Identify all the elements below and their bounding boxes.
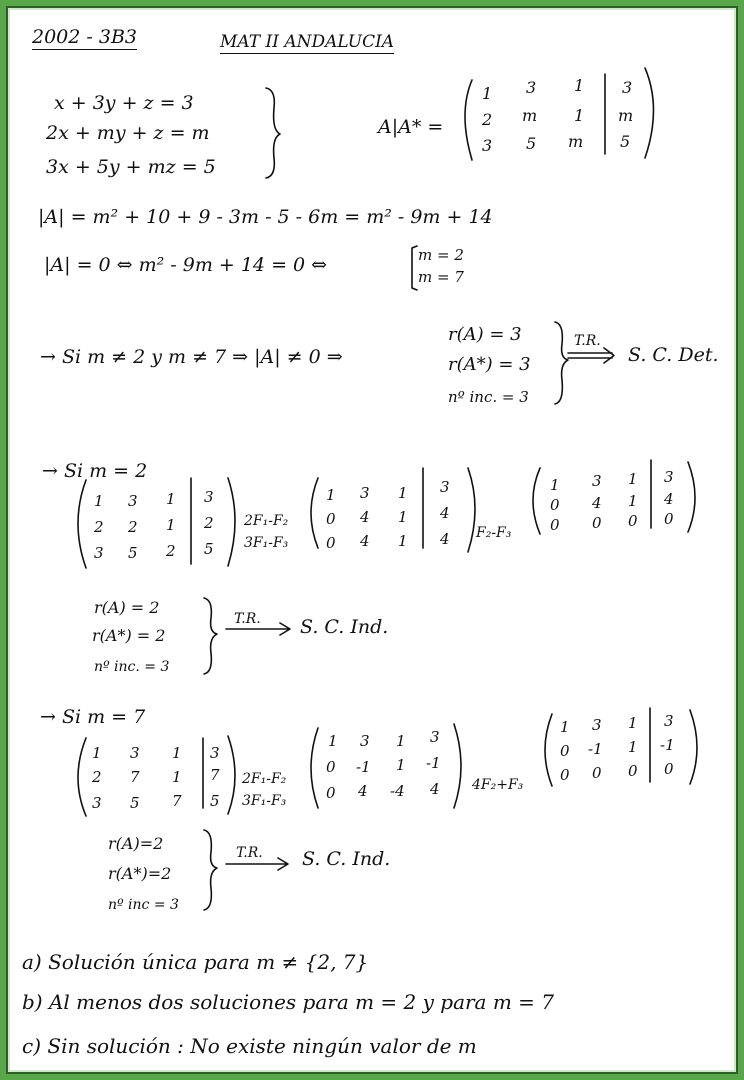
c3m3-cell: -1 — [588, 740, 603, 758]
c2m1-cell: 2 — [204, 514, 214, 532]
case3-rank-a: r(A)=2 — [108, 834, 164, 853]
c2m1-cell: 1 — [166, 490, 176, 508]
aug-left-paren — [465, 80, 472, 160]
equation-2: 2x + my + z = m — [46, 122, 210, 144]
c2m2-cell: 4 — [360, 532, 370, 550]
determinant-equation: |A| = 0 ⇔ m² - 9m + 14 = 0 ⇔ — [44, 254, 328, 276]
c3m2-cell: 4 — [358, 782, 368, 800]
case1-rank-a-star: r(A*) = 3 — [448, 354, 531, 375]
c3m1-cell: 2 — [92, 768, 102, 786]
c2m2-cell: 1 — [398, 508, 408, 526]
answer-b: b) Al menos dos soluciones para m = 2 y para m = 7 — [22, 990, 555, 1014]
case3-rank-a-star: r(A*)=2 — [108, 864, 172, 883]
c3m1-cell: 5 — [210, 792, 220, 810]
c3m3-right-paren — [690, 710, 697, 784]
aug-cell: 5 — [620, 132, 631, 151]
aug-cell: m — [568, 132, 584, 151]
c2m3-left-paren — [533, 468, 540, 534]
c2m1-cell: 2 — [166, 542, 176, 560]
c3m3-cell: 3 — [664, 712, 674, 730]
c3m2-cell: -4 — [390, 782, 405, 800]
c2m3-cell: 3 — [664, 468, 674, 486]
c2m3-cell: 3 — [592, 472, 602, 490]
case2-brace — [204, 598, 217, 674]
c2m3-right-paren — [688, 462, 695, 532]
c2m2-cell: 1 — [398, 484, 408, 502]
c2-op-1: 2F₁-F₂ — [244, 513, 289, 529]
case1-unknowns: nº inc. = 3 — [448, 388, 529, 406]
c3-op-3: 4F₂+F₃ — [472, 777, 524, 793]
c2m1-cell: 1 — [166, 516, 176, 534]
c2m2-cell: 3 — [360, 484, 370, 502]
augmented-label: A|A* = — [378, 116, 444, 138]
system-brace — [266, 88, 280, 178]
equation-1: x + 3y + z = 3 — [54, 92, 194, 114]
c2-op-3: F₂-F₃ — [476, 525, 512, 541]
c2m3-cell: 0 — [550, 496, 560, 514]
exam-subject: MAT II ANDALUCIA — [220, 32, 395, 52]
c2m2-cell: 3 — [440, 478, 450, 496]
c3m2-cell: 4 — [430, 780, 440, 798]
c2-op-2: 3F₁-F₃ — [244, 535, 289, 551]
c2m3-cell: 0 — [628, 512, 638, 530]
aug-cell: 1 — [574, 76, 585, 95]
c2m3-cell: 0 — [550, 516, 560, 534]
case2-unknowns: nº inc. = 3 — [94, 659, 170, 675]
c3m1-cell: 3 — [130, 744, 140, 762]
c3m2-cell: 3 — [430, 728, 440, 746]
handwritten-sheet — [6, 6, 738, 1074]
c3m1-cell: 1 — [92, 744, 102, 762]
c2m2-left-paren — [311, 478, 318, 548]
aug-cell: 3 — [622, 78, 633, 97]
root-m7: m = 7 — [418, 268, 464, 286]
c3m3-cell: 1 — [628, 738, 638, 756]
c2m1-cell: 1 — [94, 492, 104, 510]
case3-tr-label: T.R. — [236, 845, 263, 861]
c2m1-cell: 5 — [204, 540, 214, 558]
c3m1-left-paren — [78, 738, 86, 816]
c3m3-cell: -1 — [660, 736, 675, 754]
c3m2-right-paren — [454, 724, 461, 808]
case2-tr-label: T.R. — [234, 611, 261, 627]
c3m1-cell: 7 — [172, 792, 182, 810]
case1-brace — [555, 322, 568, 404]
c3m1-cell: 5 — [130, 794, 140, 812]
c2m1-cell: 3 — [204, 488, 214, 506]
c2m1-cell: 5 — [128, 544, 138, 562]
c3m2-cell: 1 — [328, 732, 338, 750]
c2m1-cell: 2 — [94, 518, 104, 536]
aug-cell: 2 — [482, 110, 493, 129]
c2m1-cell: 3 — [128, 492, 138, 510]
c2m1-right-paren — [228, 478, 235, 566]
determinant-expansion: |A| = m² + 10 + 9 - 3m - 5 - 6m = m² - 9m + 14 — [38, 206, 493, 228]
c3m1-cell: 7 — [210, 766, 220, 784]
exam-code: 2002 - 3B3 — [32, 26, 137, 48]
case2-result: S. C. Ind. — [300, 616, 389, 638]
c3m3-left-paren — [545, 714, 552, 786]
c2m3-cell: 1 — [550, 476, 560, 494]
case1-result: S. C. Det. — [628, 344, 719, 366]
c3m3-cell: 1 — [628, 714, 638, 732]
case1-tr-label: T.R. — [574, 333, 601, 349]
c3m3-cell: 0 — [560, 742, 570, 760]
c3-op-2: 3F₁-F₃ — [242, 793, 287, 809]
aug-cell: 5 — [526, 134, 537, 153]
case2-rank-a-star: r(A*) = 2 — [92, 626, 166, 645]
c3m3-cell: 0 — [628, 762, 638, 780]
case3-condition: → Si m = 7 — [40, 706, 146, 728]
equation-3: 3x + 5y + mz = 5 — [46, 156, 216, 178]
case3-result: S. C. Ind. — [302, 848, 391, 870]
c3m3-cell: 0 — [664, 760, 674, 778]
c2m2-right-paren — [468, 468, 475, 552]
answer-a: a) Solución única para m ≠ {2, 7} — [22, 950, 369, 974]
c3m1-cell: 1 — [172, 744, 182, 762]
c2m3-cell: 4 — [592, 494, 602, 512]
c2m1-cell: 3 — [94, 544, 104, 562]
c2m2-cell: 4 — [440, 530, 450, 548]
c3m2-cell: 1 — [396, 756, 406, 774]
c2m3-cell: 0 — [664, 510, 674, 528]
c3m1-cell: 7 — [130, 768, 140, 786]
aug-cell: 3 — [482, 136, 493, 155]
c2m3-cell: 0 — [592, 514, 602, 532]
case1-condition: → Si m ≠ 2 y m ≠ 7 ⇒ |A| ≠ 0 ⇒ — [40, 346, 343, 368]
c2m2-cell: 4 — [360, 508, 370, 526]
c3m2-cell: -1 — [356, 758, 371, 776]
c2m3-cell: 4 — [664, 490, 674, 508]
c3m3-cell: 0 — [592, 764, 602, 782]
c2m1-cell: 2 — [128, 518, 138, 536]
aug-right-paren — [645, 68, 654, 158]
aug-cell: 1 — [574, 106, 585, 125]
c3m1-cell: 3 — [92, 794, 102, 812]
c2m3-cell: 1 — [628, 492, 638, 510]
c3m2-left-paren — [311, 728, 318, 808]
c3-op-1: 2F₁-F₂ — [242, 771, 287, 787]
c3m1-right-paren — [228, 736, 235, 814]
answer-c: c) Sin solución : No existe ningún valor de m — [22, 1034, 477, 1058]
aug-cell: m — [618, 106, 634, 125]
c3m1-cell: 3 — [210, 744, 220, 762]
case2-rank-a: r(A) = 2 — [94, 598, 160, 617]
case3-brace — [204, 830, 217, 910]
c2m2-cell: 1 — [326, 486, 336, 504]
aug-cell: 3 — [526, 78, 537, 97]
case3-unknowns: nº inc = 3 — [108, 897, 179, 913]
aug-cell: 1 — [482, 84, 493, 103]
c3m3-cell: 1 — [560, 718, 570, 736]
c2m2-cell: 0 — [326, 534, 336, 552]
aug-cell: m — [522, 106, 538, 125]
case1-rank-a: r(A) = 3 — [448, 324, 522, 345]
c3m2-cell: 0 — [326, 784, 336, 802]
roots-brace — [412, 246, 417, 290]
c2m3-cell: 1 — [628, 470, 638, 488]
c3m2-cell: 0 — [326, 758, 336, 776]
root-m2: m = 2 — [418, 246, 464, 264]
c3m2-cell: -1 — [426, 754, 441, 772]
c3m3-cell: 0 — [560, 766, 570, 784]
c3m2-cell: 1 — [396, 732, 406, 750]
case2-condition: → Si m = 2 — [42, 460, 148, 482]
c2m1-left-paren — [78, 480, 86, 568]
c3m2-cell: 3 — [360, 732, 370, 750]
case1-tr-arrow — [568, 348, 614, 363]
c2m2-cell: 1 — [398, 532, 408, 550]
c3m1-cell: 1 — [172, 768, 182, 786]
c3m3-cell: 3 — [592, 716, 602, 734]
c2m2-cell: 4 — [440, 504, 450, 522]
c2m2-cell: 0 — [326, 510, 336, 528]
